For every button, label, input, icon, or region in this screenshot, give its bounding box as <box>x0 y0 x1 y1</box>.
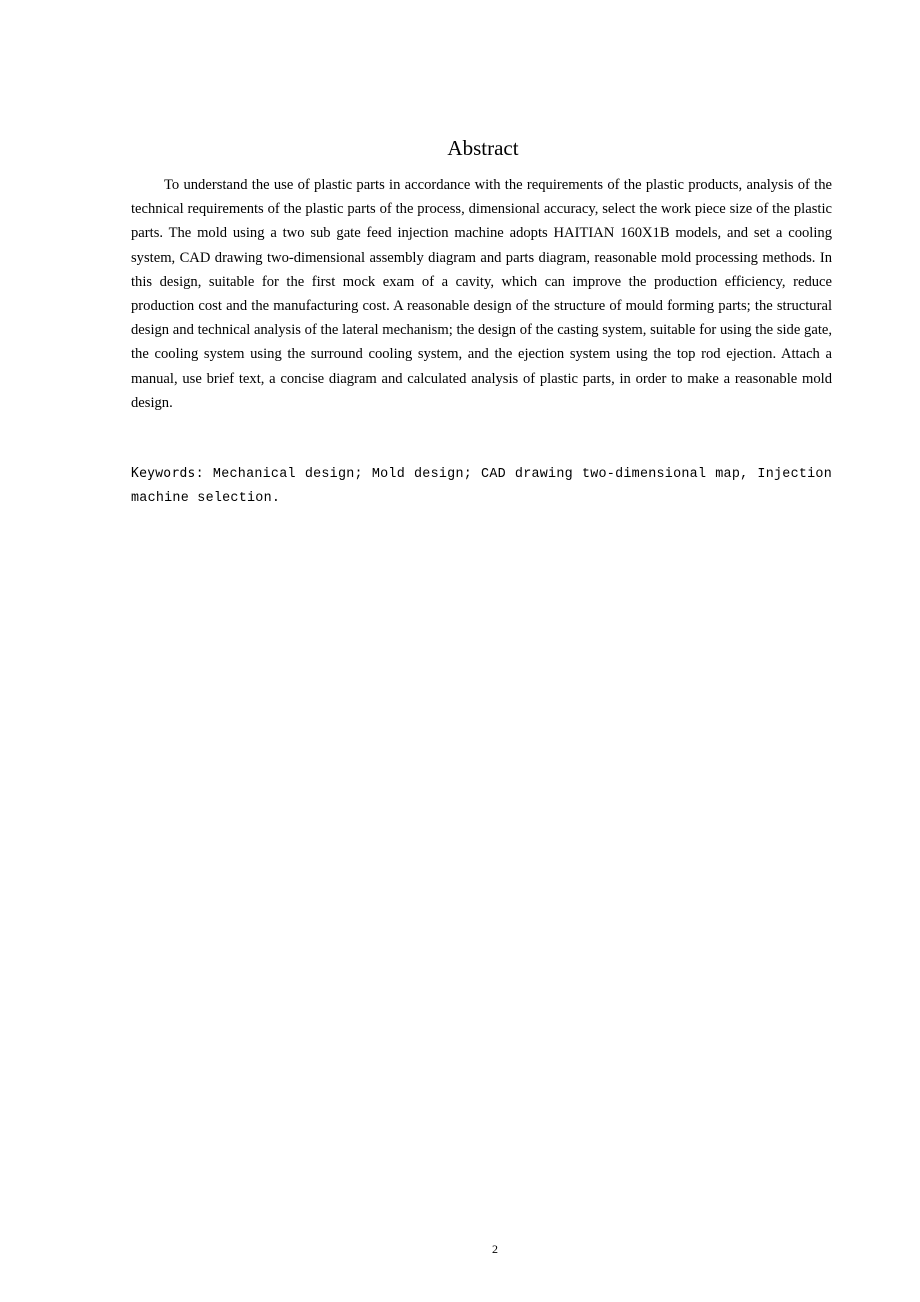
keywords-label: Keywords <box>131 466 196 481</box>
keywords-line <box>131 462 832 511</box>
page-number: 2 <box>492 1242 498 1256</box>
abstract-title: Abstract <box>447 136 519 160</box>
abstract-paragraph: To understand the use of plastic parts in accordance with the requirements of the plastic products, analysis of the technical requirements of the plastic parts of the process, dimensional accuracy, select the work piece size of the plastic parts. The mold using a two sub gate feed injection machine adopts HAITIAN 160X1B models, and set a cooling system, CAD drawing two-dimensional assembly diagram and parts diagram, reasonable mold processing methods. In this design, suitable for the first mock exam of a cavity, which can improve the production efficiency, reduce production cost and the manufacturing cost. A reasonable design of the structure of mould forming parts; the structural design and technical analysis of the lateral mechanism; the design of the casting system, suitable for using the side gate, the cooling system using the surround cooling system, and the ejection system using the top rod ejection. Attach a manual, use brief text, a concise diagram and calculated analysis of plastic parts, in order to make a reasonable mold design. <box>131 177 832 411</box>
keywords-text: : Mechanical design; Mold design; CAD drawing two-dimensional map, Injection machine selection. <box>131 467 832 506</box>
